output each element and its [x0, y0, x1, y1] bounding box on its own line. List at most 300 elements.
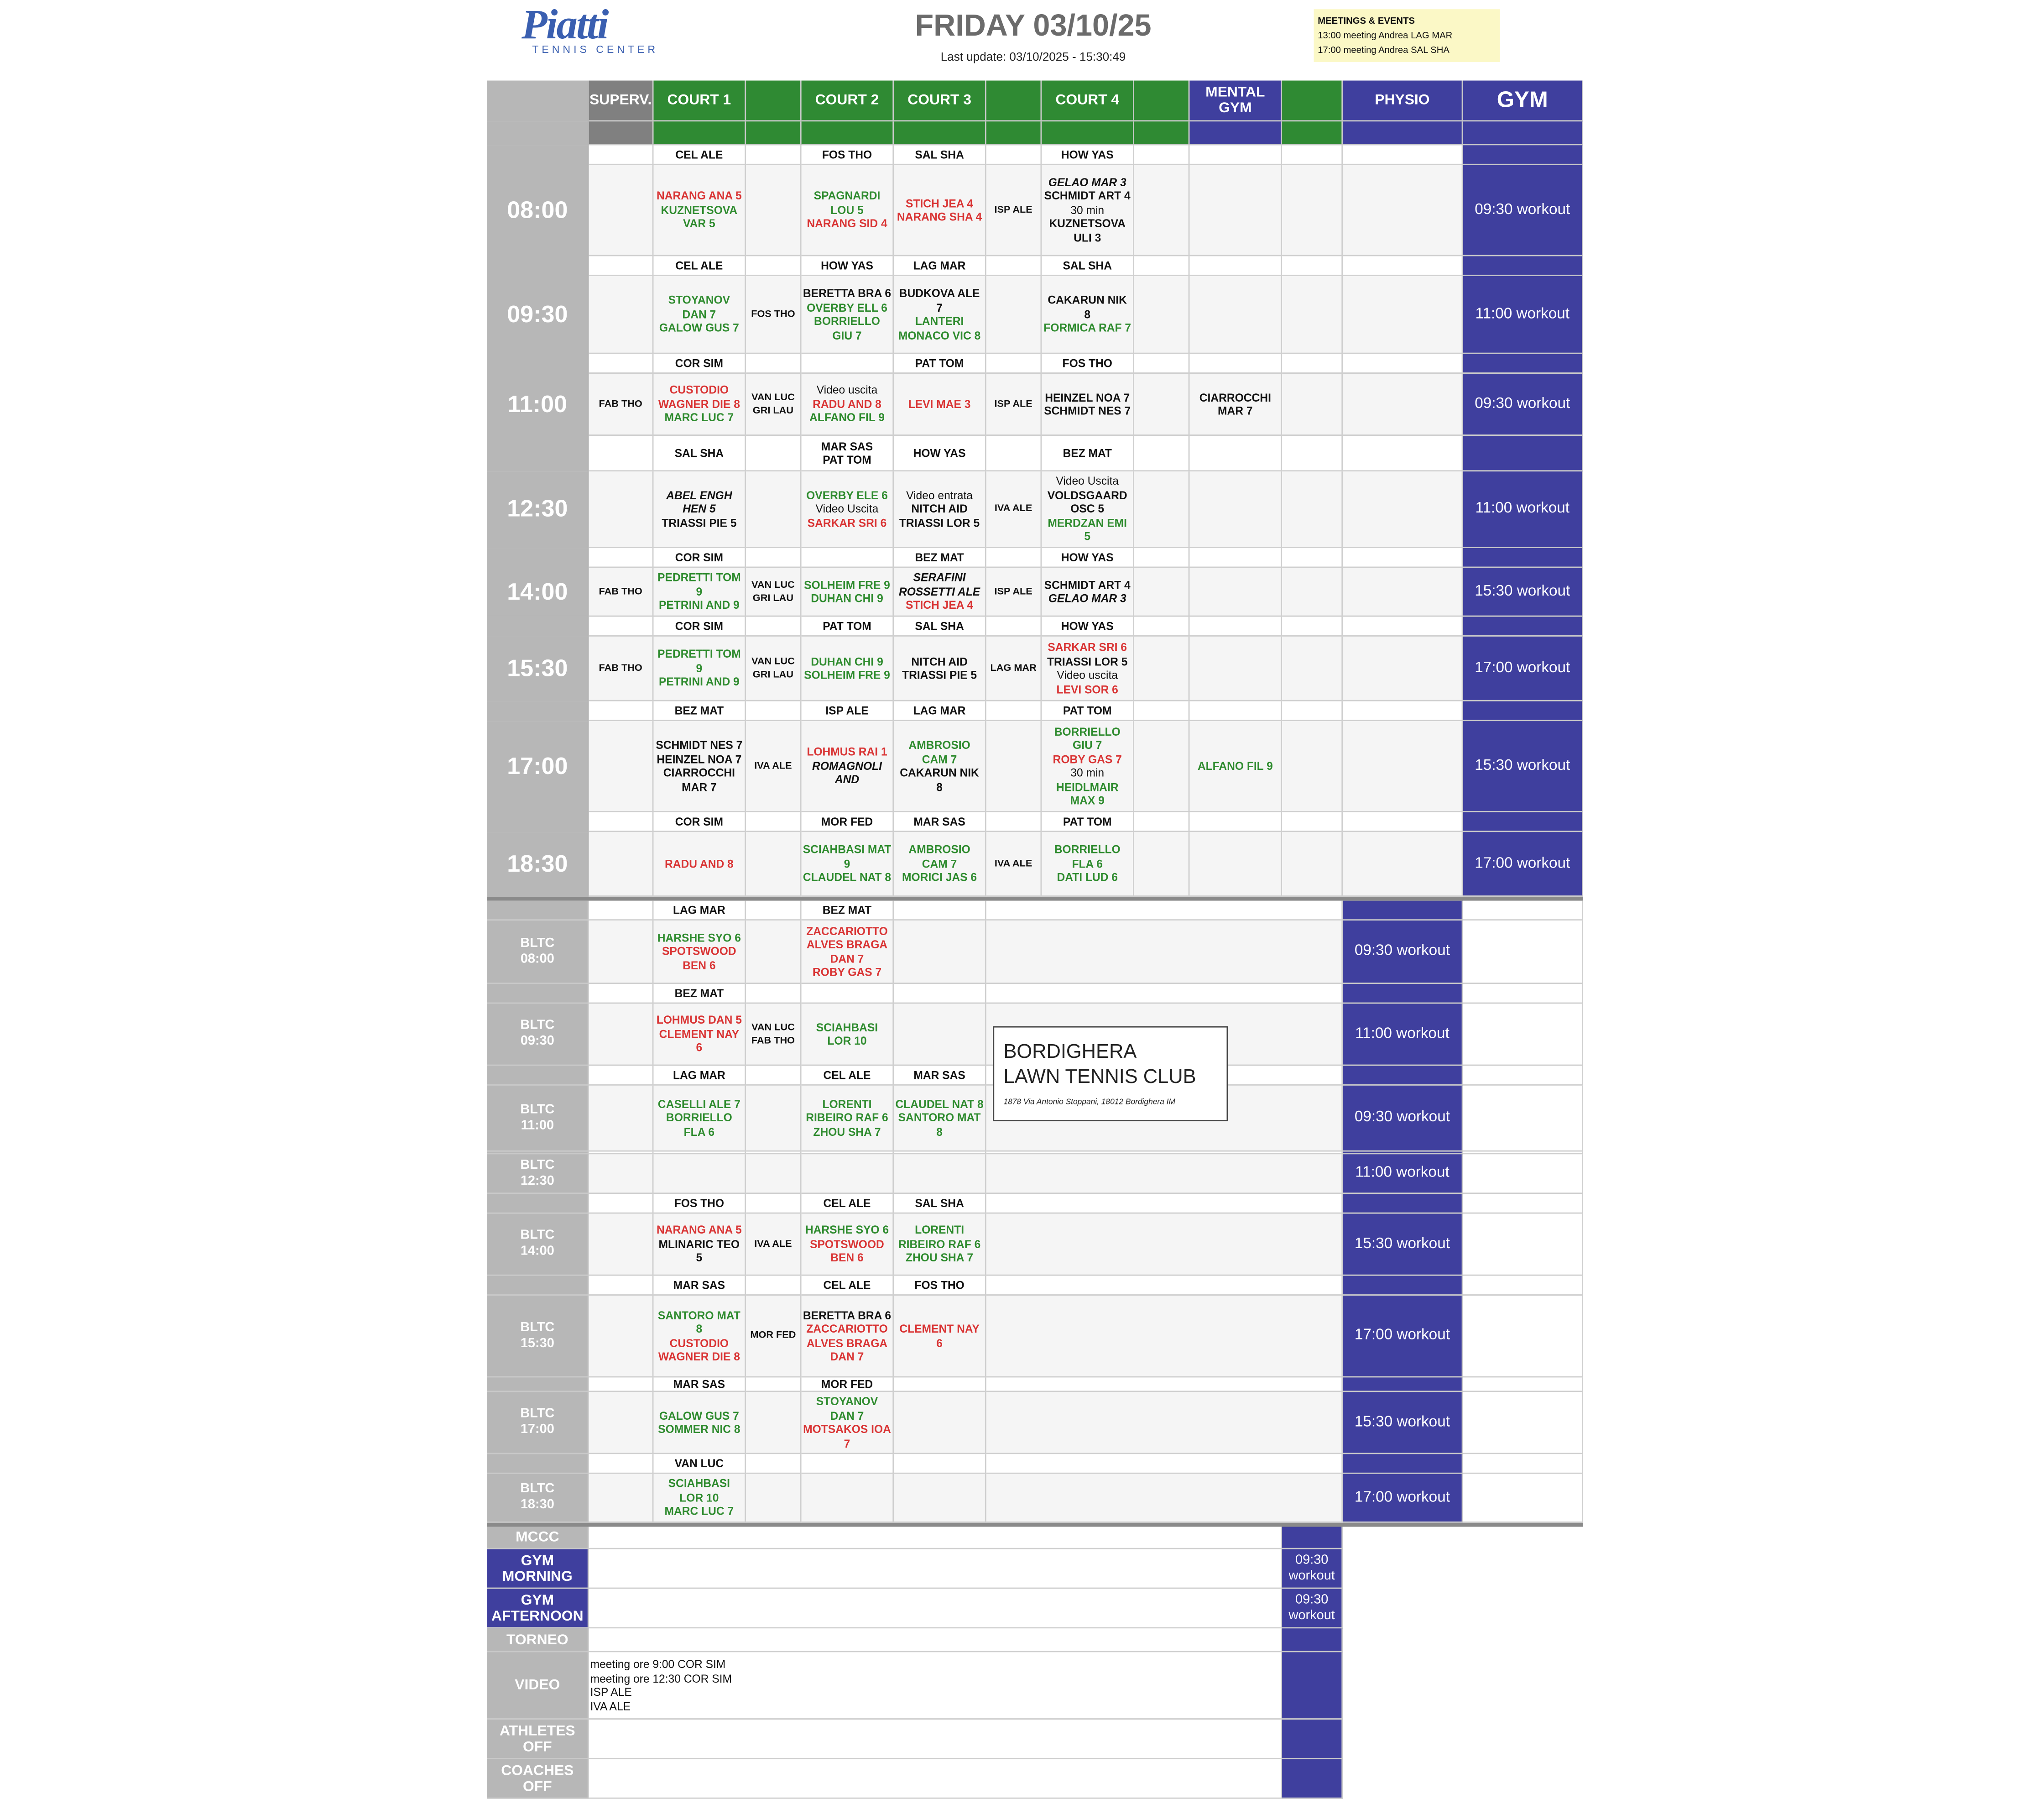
slot-2-court1-extra-line: FOS THO: [751, 307, 795, 319]
bltc-coach-row-6-open: [986, 1276, 1343, 1296]
slot-5-court4-extra: [1134, 568, 1190, 617]
bltc-slot-6-court2-line: ZACCARIOTTO ALVES BRAGA DAN 7: [806, 1322, 888, 1363]
coach-row-1-court1-extra: [746, 145, 802, 165]
slot-4-court4-line: VOLDSGAARD OSC 5: [1047, 488, 1127, 516]
bordighera-address: 1878 Via Antonio Stoppani, 18012 Bordighera IM: [1003, 1098, 1175, 1107]
coach-row-6-court4: [1042, 617, 1134, 636]
coach-row-1-court3: [894, 145, 986, 165]
bltc-coach-row-2-gym: [1463, 984, 1583, 1004]
bltc-slot-3-superv: [589, 1086, 654, 1152]
slot-1-court3-line: STICH JEA 4: [906, 196, 974, 209]
slot-1-time-line: 08:00: [507, 196, 568, 223]
slot-5-court3-line: SERAFINI ROSSETTI ALE: [899, 570, 980, 598]
bltc-slot-7-time-line: 17:00: [520, 1422, 554, 1437]
slot-5-court1: [654, 568, 746, 617]
slot-4-court3-extra-line: IVA ALE: [994, 502, 1032, 514]
row-label-gym-morning-line: MORNING: [502, 1568, 573, 1585]
slot-7-mental-gym-line: ALFANO FIL 9: [1197, 759, 1273, 773]
header2-court2: [802, 121, 894, 145]
bltc-slot-6-court1-line: SANTORO MAT 8: [657, 1308, 740, 1335]
bltc-slot-6-court3: [894, 1296, 986, 1377]
coach-row-3-court4-line: FOS THO: [1062, 356, 1112, 370]
slot-7-time-line: 17:00: [507, 752, 568, 779]
slot-5-court1-extra-line: GRI LAU: [752, 591, 794, 604]
slot-5-mental-gym: [1189, 568, 1282, 617]
header2-court1-extra: [746, 121, 802, 145]
slot-1-court4-line: 30 min: [1070, 203, 1105, 216]
slot-7-court4-line: BORRIELLO GIU 7: [1054, 724, 1121, 752]
coach-row-8-court4-line: PAT TOM: [1063, 814, 1112, 828]
bltc-coach-row-2-time: [487, 984, 589, 1004]
bltc-slot-1-superv: [589, 920, 654, 984]
coach-row-6-court2: [802, 617, 894, 636]
bltc-coach-row-7-superv: [589, 1377, 654, 1392]
header2-mental-extra: [1282, 121, 1343, 145]
bltc-coach-row-6-court1: [654, 1276, 746, 1296]
coach-row-4-court4-line: BEZ MAT: [1063, 446, 1112, 460]
slot-1-court4-line: KUZNETSOVA ULI 3: [1049, 217, 1126, 244]
header2-court3: [894, 121, 986, 145]
coach-row-6-superv: [589, 617, 654, 636]
bltc-coach-row-1-court1-extra: [746, 901, 802, 920]
section-divider: [487, 1523, 1583, 1527]
coach-row-3-court3-line: PAT TOM: [915, 356, 964, 370]
slot-4-superv: [589, 471, 654, 548]
bltc-coach-row-6-superv: [589, 1276, 654, 1296]
coach-row-8-court1: [654, 812, 746, 832]
slot-2-court2: [802, 276, 894, 354]
coach-row-2-physio: [1343, 256, 1463, 276]
bltc-slot-7-time: [487, 1392, 589, 1454]
bltc-slot-4-gym: [1463, 1154, 1583, 1194]
header-mental-extra: [1282, 81, 1343, 122]
bltc-slot-4-court3: [894, 1154, 986, 1194]
coach-row-1-mental-gym: [1189, 145, 1282, 165]
coach-row-7-mental-extra: [1282, 701, 1343, 721]
slot-3-mental-extra: [1282, 374, 1343, 436]
header-superv-line: SUPERV.: [589, 92, 652, 108]
slot-3-mental-gym: [1189, 374, 1282, 436]
row-gym-gym-afternoon-line: workout: [1288, 1608, 1335, 1623]
bltc-slot-8-court1-extra: [746, 1474, 802, 1523]
slot-1-court1: [654, 165, 746, 256]
slot-4-court1-line: ABEL ENGH HEN 5: [666, 488, 732, 516]
header-superv: [589, 81, 654, 122]
bltc-slot-2-gym: [1463, 1004, 1583, 1066]
bltc-slot-5-court3-line: ZHOU SHA 7: [906, 1251, 974, 1265]
slot-3-court3-extra-line: ISP ALE: [994, 397, 1032, 409]
row-gym-gym-afternoon: [1282, 1589, 1343, 1628]
coach-row-2-court3: [894, 256, 986, 276]
bltc-coach-row-2-superv: [589, 984, 654, 1004]
coach-row-1-court4: [1042, 145, 1134, 165]
slot-7-physio: [1343, 721, 1463, 812]
bltc-slot-5-time-line: 14:00: [520, 1244, 554, 1259]
slot-2-court3: [894, 276, 986, 354]
bltc-slot-3-court2: [802, 1086, 894, 1152]
bltc-coach-row-7-open: [986, 1377, 1343, 1392]
bltc-coach-row-8-court1-extra: [746, 1454, 802, 1474]
slot-2-time: [487, 276, 589, 354]
bltc-slot-1-court1-extra: [746, 920, 802, 984]
slot-6-mental-extra: [1282, 637, 1343, 701]
bltc-slot-2-court1-extra-line: FAB THO: [751, 1034, 795, 1046]
slot-1-physio: [1343, 165, 1463, 256]
bltc-slot-8-court1: [654, 1474, 746, 1523]
bltc-slot-1-physio: [1343, 920, 1463, 984]
bltc-coach-row-6-gym: [1463, 1276, 1583, 1296]
slot-4-court3-line: Video entrata: [906, 488, 973, 502]
bltc-coach-row-8-superv: [589, 1454, 654, 1474]
row-content-video-line: meeting ore 9:00 COR SIM: [590, 1657, 726, 1671]
bltc-slot-3-court2-line: LORENTI RIBEIRO RAF 6: [806, 1097, 888, 1124]
bltc-slot-3-time-line: BLTC: [520, 1102, 555, 1117]
bltc-slot-8-time-line: 18:30: [520, 1497, 554, 1512]
slot-3-gym: [1463, 374, 1583, 436]
bltc-slot-2-time: [487, 1004, 589, 1066]
bltc-slot-7-gym: [1463, 1392, 1583, 1454]
row-label-gym-afternoon-line: GYM: [521, 1592, 554, 1608]
slot-7-court1-line: HEINZEL NOA 7: [657, 752, 742, 766]
slot-8-court1-line: RADU AND 8: [664, 857, 734, 870]
coach-row-7-mental-gym: [1189, 701, 1282, 721]
coach-row-5-time: [487, 548, 589, 568]
slot-5-gym-line: 15:30 workout: [1475, 583, 1570, 600]
slot-7-court1-extra: [746, 721, 802, 812]
slot-1-court3-extra-line: ISP ALE: [994, 203, 1032, 215]
coach-row-3-gym: [1463, 354, 1583, 374]
slot-7-court4-extra: [1134, 721, 1190, 812]
bltc-coach-row-6-court2-line: CEL ALE: [823, 1278, 871, 1292]
row-content-torneo: [589, 1628, 1282, 1652]
bordighera-label: [993, 1026, 1228, 1121]
coach-row-8-court3-line: MAR SAS: [913, 814, 965, 828]
header-court1-extra: [746, 81, 802, 122]
slot-8-physio: [1343, 832, 1463, 897]
coach-row-7-court1-extra: [746, 701, 802, 721]
coach-row-7-court3-line: LAG MAR: [913, 703, 966, 717]
slot-7-court4-line: ROBY GAS 7: [1053, 752, 1122, 766]
coach-row-3-court1-extra: [746, 354, 802, 374]
slot-4-time-line: 12:30: [507, 495, 568, 522]
coach-row-8-mental-extra: [1282, 812, 1343, 832]
header-court3-line: COURT 3: [907, 92, 971, 108]
row-content-gym-afternoon: [589, 1589, 1282, 1628]
coach-row-1-superv: [589, 145, 654, 165]
coach-row-8-mental-gym: [1189, 812, 1282, 832]
coach-row-6-court1-line: COR SIM: [675, 619, 724, 633]
slot-4-court4-extra: [1134, 471, 1190, 548]
coach-row-7-court2-line: ISP ALE: [825, 703, 869, 717]
bltc-slot-6-time-line: 15:30: [520, 1336, 554, 1351]
slot-1-gym-line: 09:30 workout: [1475, 202, 1570, 218]
coach-row-7-court3-extra: [986, 701, 1042, 721]
bltc-coach-row-7-court2: [802, 1377, 894, 1392]
row-label-torneo: [487, 1628, 589, 1652]
bltc-slot-5-court2-line: SPOTSWOOD BEN 6: [810, 1237, 884, 1265]
slot-7-court4-line: HEIDLMAIR MAX 9: [1056, 779, 1119, 807]
bltc-slot-6-gym: [1463, 1296, 1583, 1377]
slot-8-gym-line: 17:00 workout: [1475, 855, 1570, 872]
bltc-coach-row-7-gym: [1463, 1377, 1583, 1392]
slot-8-court4-line: BORRIELLO FLA 6: [1054, 843, 1121, 870]
slot-8-mental-gym: [1189, 832, 1282, 897]
slot-4-court3-extra: [986, 471, 1042, 548]
bltc-slot-2-court2: [802, 1004, 894, 1066]
slot-3-court2-line: RADU AND 8: [813, 397, 881, 411]
slot-7-court3-line: AMBROSIO CAM 7: [908, 738, 970, 766]
coach-row-2-gym: [1463, 256, 1583, 276]
bltc-slot-7-court1: [654, 1392, 746, 1454]
row-gym-coaches-off: [1282, 1759, 1343, 1799]
slot-5-court3-extra-line: ISP ALE: [994, 585, 1032, 597]
bltc-slot-6-court1-extra-line: MOR FED: [750, 1329, 796, 1341]
coach-row-3-superv: [589, 354, 654, 374]
coach-row-7-court4-extra: [1134, 701, 1190, 721]
row-label-coaches-off-line: OFF: [523, 1778, 552, 1794]
bltc-slot-7-court2: [802, 1392, 894, 1454]
slot-6-court4-extra: [1134, 637, 1190, 701]
slot-2-court2-line: OVERBY ELL 6: [807, 300, 887, 314]
slot-2-mental-gym: [1189, 276, 1282, 354]
slot-6-court1-line: PETRINI AND 9: [658, 675, 740, 689]
bltc-coach-row-5-court3: [894, 1194, 986, 1213]
slot-4-court2-line: OVERBY ELE 6: [806, 488, 888, 502]
bltc-slot-6-physio: [1343, 1296, 1463, 1377]
slot-6-court4-line: SARKAR SRI 6: [1048, 640, 1127, 654]
bltc-coach-row-5-court1-line: FOS THO: [674, 1196, 725, 1210]
bltc-slot-6-superv: [589, 1296, 654, 1377]
slot-7-gym: [1463, 721, 1583, 812]
slot-6-court1-line: PEDRETTI TOM 9: [657, 647, 741, 675]
slot-3-court4: [1042, 374, 1134, 436]
slot-2-time-line: 09:30: [507, 301, 568, 327]
header-mental-gym: [1189, 81, 1282, 122]
coach-row-3-time: [487, 354, 589, 374]
slot-1-time: [487, 165, 589, 256]
coach-row-1-gym: [1463, 145, 1583, 165]
coach-row-3-mental-extra: [1282, 354, 1343, 374]
slot-2-physio: [1343, 276, 1463, 354]
slot-8-superv: [589, 832, 654, 897]
slot-1-court3-extra: [986, 165, 1042, 256]
bltc-slot-1-court2-line: ROBY GAS 7: [812, 965, 882, 979]
slot-6-superv-line: FAB THO: [599, 661, 642, 674]
slot-6-court2-line: DUHAN CHI 9: [811, 654, 883, 668]
slot-3-court1-extra-line: GRI LAU: [752, 404, 794, 416]
coach-row-1-physio: [1343, 145, 1463, 165]
slot-4-court3-line: NITCH AID: [911, 502, 968, 516]
coach-row-8-court3-extra: [986, 812, 1042, 832]
bltc-coach-row-5-court2-line: CEL ALE: [823, 1196, 871, 1210]
slot-7-court3: [894, 721, 986, 812]
slot-6-court2: [802, 637, 894, 701]
slot-7-court4: [1042, 721, 1134, 812]
coach-row-8-time: [487, 812, 589, 832]
row-label-torneo-line: TORNEO: [506, 1632, 568, 1648]
bltc-coach-row-1-gym: [1463, 901, 1583, 920]
slot-3-court4-line: HEINZEL NOA 7: [1045, 390, 1130, 404]
bltc-slot-4-physio: [1343, 1154, 1463, 1194]
row-label-coaches-off: [487, 1759, 589, 1799]
header2-court4: [1042, 121, 1134, 145]
bltc-coach-row-5-superv: [589, 1194, 654, 1213]
bltc-slot-1-open: [986, 920, 1343, 984]
bltc-coach-row-2-court3: [894, 984, 986, 1004]
bltc-coach-row-3-court2-line: CEL ALE: [823, 1068, 871, 1082]
slot-6-superv: [589, 637, 654, 701]
slot-5-court1-line: PEDRETTI TOM 9: [657, 570, 741, 598]
row-label-athletes-off-line: OFF: [523, 1738, 552, 1755]
bltc-slot-6-court1-extra: [746, 1296, 802, 1377]
slot-7-mental-gym: [1189, 721, 1282, 812]
bltc-coach-row-5-physio: [1343, 1194, 1463, 1213]
bltc-slot-6-open: [986, 1296, 1343, 1377]
bltc-slot-1-court3: [894, 920, 986, 984]
slot-8-court2-line: SCIAHBASI MAT 9: [803, 843, 892, 870]
row-gym-gym-morning: [1282, 1549, 1343, 1589]
slot-2-court1-line: GALOW GUS 7: [659, 321, 739, 335]
coach-row-4-court1-extra: [746, 436, 802, 471]
slot-5-gym: [1463, 568, 1583, 617]
slot-8-court2-line: CLAUDEL NAT 8: [803, 870, 892, 884]
coach-row-4-court1: [654, 436, 746, 471]
slot-3-physio: [1343, 374, 1463, 436]
coach-row-2-court3-line: LAG MAR: [913, 258, 966, 272]
bltc-coach-row-5-court1-extra: [746, 1194, 802, 1213]
bltc-slot-2-court2-line: SCIAHBASI LOR 10: [816, 1020, 878, 1047]
row-label-gym-afternoon: [487, 1589, 589, 1628]
slot-3-court1-extra: [746, 374, 802, 436]
coach-row-3-court1-line: COR SIM: [675, 356, 724, 370]
coach-row-4-superv: [589, 436, 654, 471]
header2-court4-extra: [1134, 121, 1190, 145]
bltc-coach-row-7-physio: [1343, 1377, 1463, 1392]
bltc-slot-4-court2: [802, 1154, 894, 1194]
coach-row-4-mental-extra: [1282, 436, 1343, 471]
slot-8-mental-extra: [1282, 832, 1343, 897]
coach-row-2-court4-line: SAL SHA: [1063, 258, 1112, 272]
coach-row-8-gym: [1463, 812, 1583, 832]
coach-row-7-time: [487, 701, 589, 721]
slot-2-court3-line: BUDKOVA ALE 7: [899, 286, 980, 314]
coach-row-6-gym: [1463, 617, 1583, 636]
row-gym-athletes-off: [1282, 1720, 1343, 1759]
header-gym: [1463, 81, 1583, 122]
bltc-slot-7-physio: [1343, 1392, 1463, 1454]
bltc-coach-row-8-time: [487, 1454, 589, 1474]
coach-row-1-mental-extra: [1282, 145, 1343, 165]
row-gym-gym-morning-line: workout: [1288, 1568, 1335, 1583]
slot-5-court4-line: SCHMIDT ART 4: [1044, 578, 1131, 591]
bltc-slot-5-court1: [654, 1214, 746, 1276]
slot-5-superv-line: FAB THO: [599, 585, 642, 597]
slot-5-court1-line: PETRINI AND 9: [658, 598, 740, 612]
coach-row-1-court2-line: FOS THO: [822, 147, 872, 161]
slot-1-court4-extra: [1134, 165, 1190, 256]
bltc-coach-row-3-court3-line: MAR SAS: [913, 1068, 965, 1082]
coach-row-8-court4: [1042, 812, 1134, 832]
slot-1-gym: [1463, 165, 1583, 256]
slot-7-court1: [654, 721, 746, 812]
bltc-coach-row-3-court1: [654, 1066, 746, 1085]
bltc-slot-5-court2-line: HARSHE SYO 6: [805, 1223, 889, 1237]
header-court2-line: COURT 2: [815, 92, 879, 108]
row-label-mccc-line: MCCC: [516, 1529, 559, 1545]
slot-6-court1-extra: [746, 637, 802, 701]
bltc-slot-8-open: [986, 1474, 1343, 1523]
slot-5-court2: [802, 568, 894, 617]
bltc-slot-3-time-line: 11:00: [521, 1118, 554, 1133]
slot-1-court4-line: SCHMIDT ART 4: [1044, 189, 1131, 203]
bltc-slot-5-court2: [802, 1214, 894, 1276]
row-label-athletes-off-line: ATHLETES: [500, 1723, 575, 1739]
bltc-coach-row-1-open: [986, 901, 1343, 920]
bltc-slot-7-court2-line: STOYANOV DAN 7: [816, 1395, 878, 1422]
bltc-coach-row-1-superv: [589, 901, 654, 920]
logo-brand: Piatti: [521, 0, 608, 48]
bordighera-name-2: LAWN TENNIS CLUB: [1003, 1066, 1196, 1088]
bltc-slot-2-court1: [654, 1004, 746, 1066]
slot-5-superv: [589, 568, 654, 617]
bltc-slot-5-court3: [894, 1214, 986, 1276]
bltc-coach-row-1-physio: [1343, 901, 1463, 920]
slot-2-court2-line: BORRIELLO GIU 7: [814, 314, 880, 342]
row-gym-mccc: [1282, 1527, 1343, 1549]
bltc-slot-8-physio: [1343, 1474, 1463, 1523]
bltc-slot-4-superv: [589, 1154, 654, 1194]
bltc-slot-6-time: [487, 1296, 589, 1377]
slot-1-court1-line: NARANG ANA 5: [656, 189, 742, 203]
slot-5-court2-line: DUHAN CHI 9: [811, 591, 883, 605]
coach-row-6-mental-gym: [1189, 617, 1282, 636]
bordighera-name: BORDIGHERA: [1003, 1041, 1137, 1063]
bltc-coach-row-1-court1-line: LAG MAR: [673, 903, 725, 916]
bltc-coach-row-3-court2: [802, 1066, 894, 1085]
bltc-slot-4-court1-extra: [746, 1154, 802, 1194]
coach-row-4-court3: [894, 436, 986, 471]
slot-8-court2: [802, 832, 894, 897]
page-title: FRIDAY 03/10/25: [915, 8, 1152, 42]
coach-row-4-court4-extra: [1134, 436, 1190, 471]
slot-3-court1: [654, 374, 746, 436]
slot-7-court4-line: 30 min: [1070, 766, 1105, 779]
header-gym-line: GYM: [1496, 87, 1548, 112]
bltc-slot-4-physio-line: 11:00 workout: [1355, 1165, 1450, 1181]
coach-row-8-court1-extra: [746, 812, 802, 832]
bltc-coach-row-7-court2-line: MOR FED: [821, 1377, 873, 1391]
coach-row-4-mental-gym: [1189, 436, 1282, 471]
bltc-slot-3-court2-line: ZHOU SHA 7: [813, 1124, 881, 1138]
slot-4-court4-line: Video Uscita: [1056, 474, 1119, 488]
slot-3-gym-line: 09:30 workout: [1475, 396, 1570, 412]
coach-row-4-court3-line: HOW YAS: [913, 446, 966, 460]
slot-3-court1-line: MARC LUC 7: [664, 411, 734, 424]
coach-row-4-court2: [802, 436, 894, 471]
slot-1-court1-extra: [746, 165, 802, 256]
slot-3-court2-line: ALFANO FIL 9: [809, 411, 885, 424]
bltc-slot-8-superv: [589, 1474, 654, 1523]
slot-7-court3-line: CAKARUN NIK 8: [900, 766, 979, 793]
row-label-athletes-off: [487, 1720, 589, 1759]
slot-8-time: [487, 832, 589, 897]
row-label-gym-morning-line: GYM: [521, 1552, 554, 1569]
bltc-coach-row-7-court1: [654, 1377, 746, 1392]
slot-2-court2-line: BERETTA BRA 6: [803, 286, 892, 300]
meetings-box: [1314, 9, 1500, 62]
coach-row-6-court1-extra: [746, 617, 802, 636]
slot-2-court1-extra: [746, 276, 802, 354]
